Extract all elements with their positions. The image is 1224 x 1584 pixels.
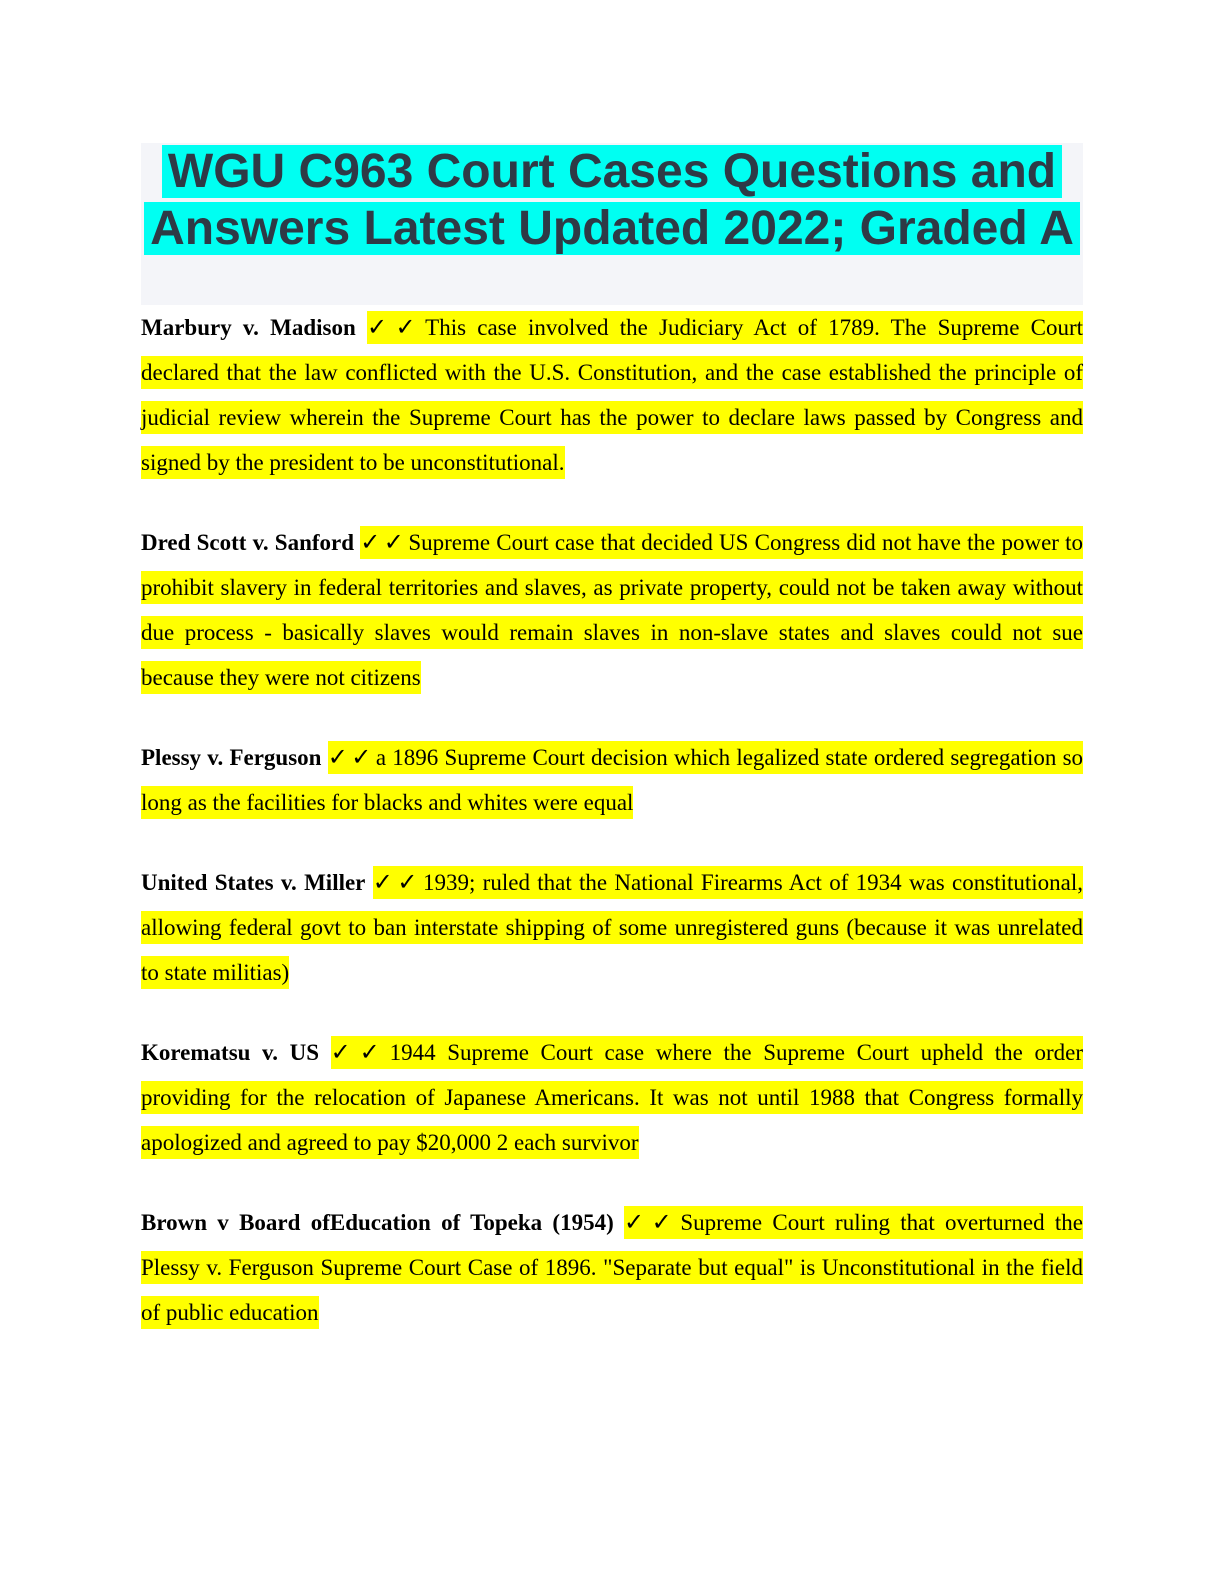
case-name: United States v. Miller xyxy=(141,870,366,895)
title-highlight-line-2: Answers Latest Updated 2022; Graded A xyxy=(144,202,1080,255)
qa-list xyxy=(141,305,1083,1335)
case-name: Brown v Board ofEducation of Topeka (1954) xyxy=(141,1210,614,1235)
document-title-block xyxy=(141,143,1083,305)
double-checkmark-icon: ✓✓ xyxy=(327,743,375,771)
double-checkmark-icon: ✓✓ xyxy=(372,868,422,896)
qa-entry xyxy=(141,1030,1083,1165)
qa-entry xyxy=(141,520,1083,700)
case-name: Plessy v. Ferguson xyxy=(141,745,322,770)
double-checkmark-icon: ✓✓ xyxy=(624,1208,680,1236)
double-checkmark-icon: ✓✓ xyxy=(360,528,408,556)
case-name: Dred Scott v. Sanford xyxy=(141,530,355,555)
answer-text: 1944 Supreme Court case where the Supreme Court upheld the order providing for the relocation of Japanese Americans. It was not until 1988 that Congress formally apologized and agreed to pay $20,000 2 each survivor xyxy=(141,1040,1084,1155)
title-highlight-line-1: WGU C963 Court Cases Questions and xyxy=(162,145,1062,198)
qa-entry xyxy=(141,1200,1083,1335)
answer-text: Supreme Court case that decided US Congress did not have the power to prohibit slavery in federal territories and slaves, as private property, could not be taken away without due process - basically slaves would remain slaves in non-slave states and slaves could not sue because they were not citizens xyxy=(141,530,1084,690)
qa-entry xyxy=(141,735,1083,825)
answer-text: a 1896 Supreme Court decision which legalized state ordered segregation so long as the facilities for blacks and whites were equal xyxy=(141,745,1084,815)
title-line-2 xyxy=(141,200,1083,257)
case-name: Marbury v. Madison xyxy=(141,315,356,340)
answer-text: 1939; ruled that the National Firearms Act of 1934 was constitutional, allowing federal govt to ban interstate shipping of some unregistered guns (because it was unrelated to state militias) xyxy=(141,870,1083,985)
qa-entry xyxy=(141,860,1083,995)
double-checkmark-icon: ✓✓ xyxy=(330,1038,389,1066)
answer-text: This case involved the Judiciary Act of 1789. The Supreme Court declared that the law conflicted with the U.S. Constitution, and the case established the principle of judicial review wherein the Supreme Court has the power to declare laws passed by Congress and signed by the president to be unconstitutional. xyxy=(141,315,1084,475)
title-line-1 xyxy=(141,143,1083,200)
case-name: Korematsu v. US xyxy=(141,1040,320,1065)
qa-entry xyxy=(141,305,1083,485)
answer-text: Supreme Court ruling that overturned the Plessy v. Ferguson Supreme Court Case of 1896. "Separate but equal" is Unconstitutional in the field of public education xyxy=(141,1210,1084,1325)
double-checkmark-icon: ✓✓ xyxy=(366,313,425,341)
